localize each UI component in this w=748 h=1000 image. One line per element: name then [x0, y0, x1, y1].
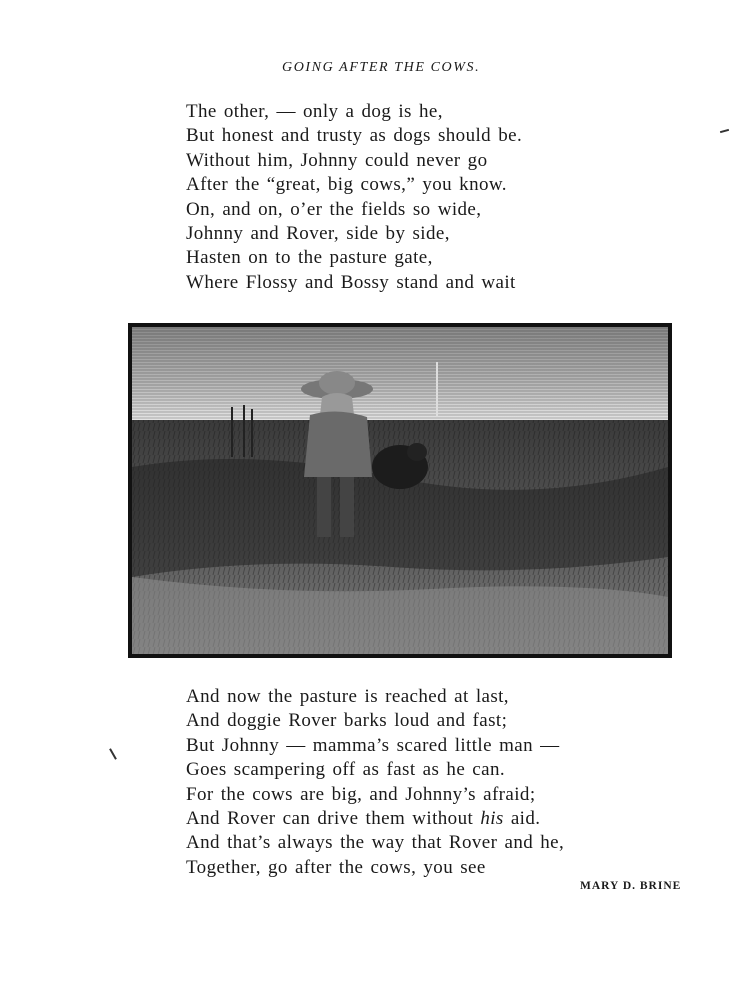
running-title: GOING AFTER THE COWS.	[282, 60, 481, 75]
verse-line: And that’s always the way that Rover and he,	[186, 832, 565, 854]
verse-line: Where Flossy and Bossy stand and wait	[186, 271, 516, 293]
verse-line: And doggie Rover barks loud and fast;	[186, 710, 508, 732]
verse-line: Without him, Johnny could never go	[186, 149, 488, 171]
scan-speck	[109, 748, 117, 759]
boy-and-dog-in-field-image	[132, 327, 668, 654]
stanza-1	[186, 100, 522, 295]
verse-line: But Johnny — mamma’s scared little man —	[186, 734, 560, 756]
verse-line: After the “great, big cows,” you know.	[186, 174, 507, 196]
verse-line: But honest and trusty as dogs should be.	[186, 125, 523, 147]
verse-line: Together, go after the cows, you see	[186, 856, 486, 878]
author-credit: MARY D. BRINE	[580, 880, 682, 892]
engraving-illustration	[128, 323, 672, 658]
verse-line: And now the pasture is reached at last,	[186, 686, 509, 707]
verse-line: Johnny and Rover, side by side,	[186, 223, 450, 245]
verse-line: For the cows are big, and Johnny’s afraid;	[186, 783, 536, 805]
scan-speck	[720, 129, 729, 133]
verse-line: And Rover can drive them without his aid.	[186, 808, 541, 830]
stanza-2	[186, 685, 564, 880]
verse-line: The other, — only a dog is he,	[186, 101, 443, 122]
verse-line: Hasten on to the pasture gate,	[186, 247, 433, 269]
verse-line: On, and on, o’er the fields so wide,	[186, 198, 482, 220]
verse-line: Goes scampering off as fast as he can.	[186, 759, 506, 781]
